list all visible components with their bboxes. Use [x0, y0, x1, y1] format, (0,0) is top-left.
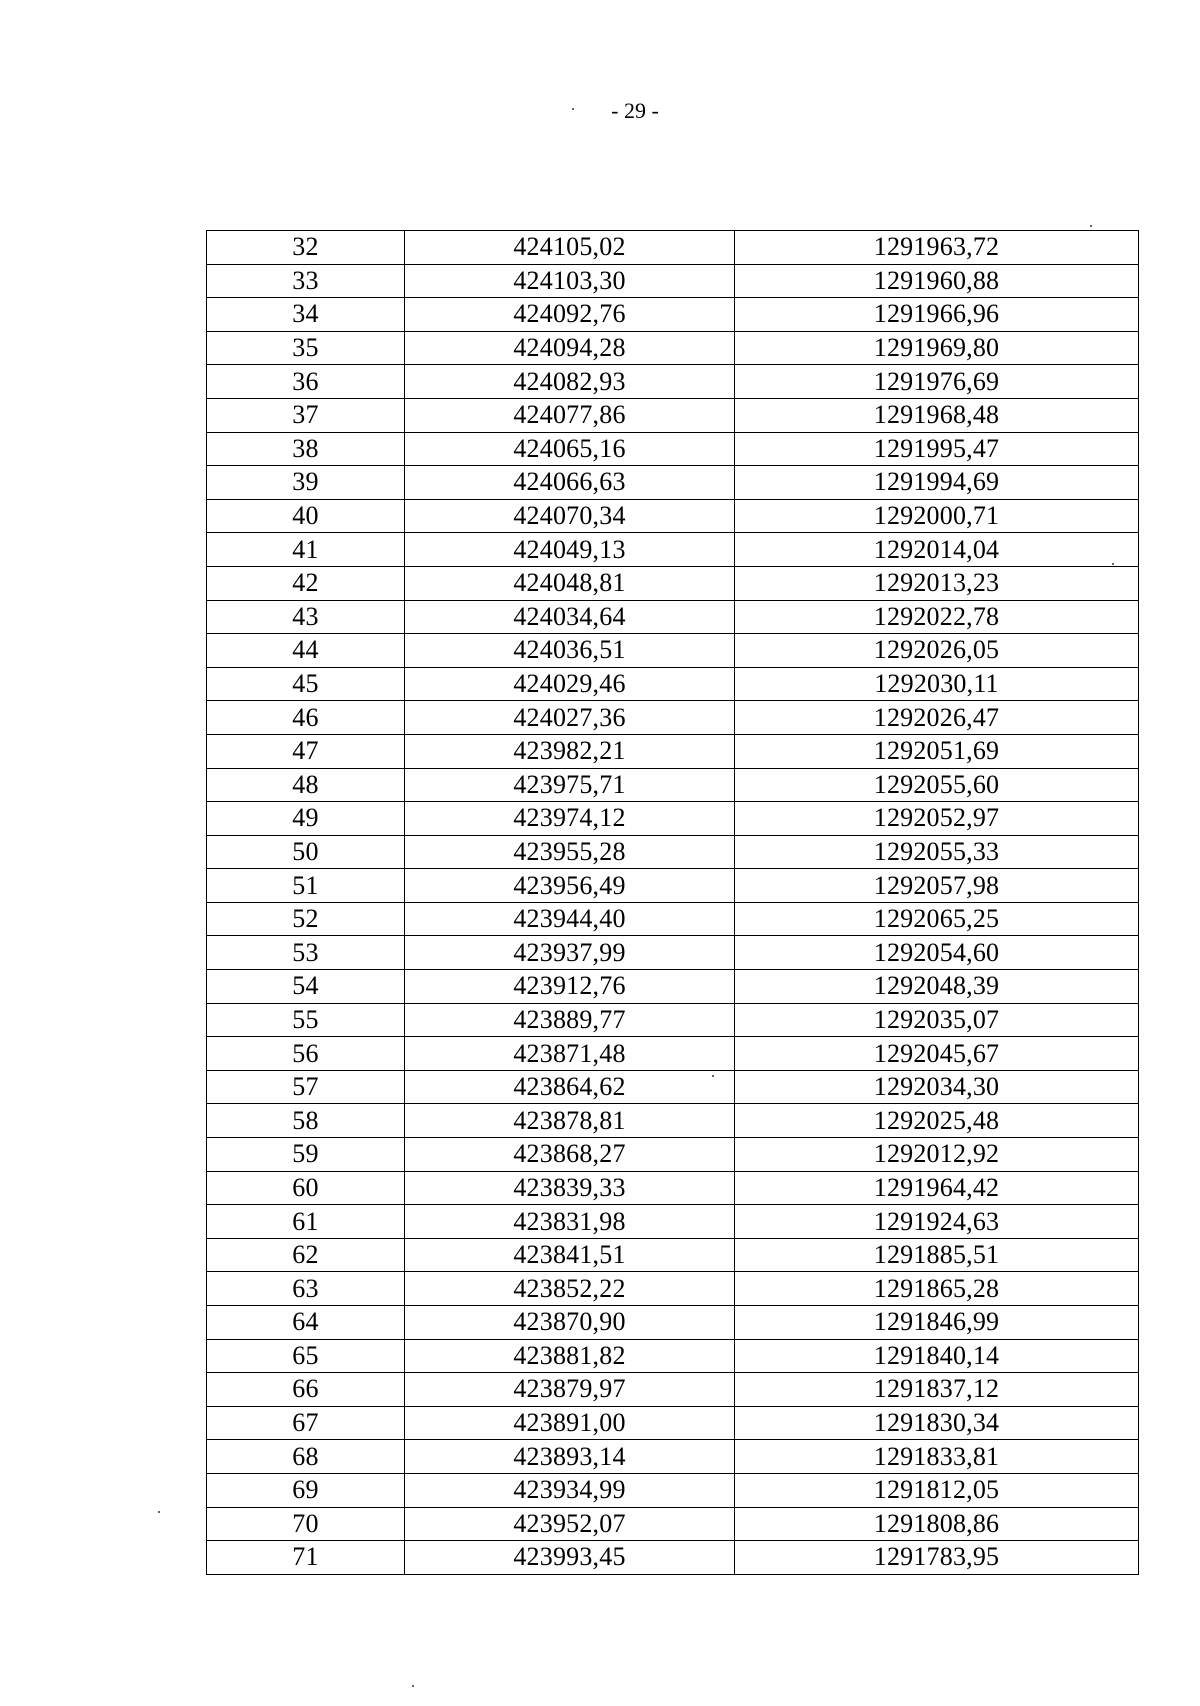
point-number-cell: 42 — [207, 566, 405, 600]
table-row — [207, 936, 1139, 970]
point-number-cell: 54 — [207, 970, 405, 1004]
y-coordinate-cell: 1292051,69 — [735, 734, 1139, 768]
x-coordinate-cell: 423852,22 — [405, 1272, 735, 1306]
x-coordinate-cell: 423937,99 — [405, 936, 735, 970]
table-row — [207, 1138, 1139, 1172]
table-row — [207, 1272, 1139, 1306]
x-coordinate-cell: 423839,33 — [405, 1171, 735, 1205]
x-coordinate-cell: 423889,77 — [405, 1003, 735, 1037]
point-number-cell: 38 — [207, 432, 405, 466]
point-number-cell: 65 — [207, 1339, 405, 1373]
y-coordinate-cell: 1291830,34 — [735, 1406, 1139, 1440]
y-coordinate-cell: 1291837,12 — [735, 1373, 1139, 1407]
x-coordinate-cell: 423891,00 — [405, 1406, 735, 1440]
page-number: - 29 - — [611, 98, 659, 123]
table-row — [207, 432, 1139, 466]
y-coordinate-cell: 1291812,05 — [735, 1473, 1139, 1507]
point-number-cell: 53 — [207, 936, 405, 970]
y-coordinate-cell: 1292055,60 — [735, 768, 1139, 802]
x-coordinate-cell: 423944,40 — [405, 902, 735, 936]
table-row — [207, 1306, 1139, 1340]
point-number-cell: 58 — [207, 1104, 405, 1138]
x-coordinate-cell: 423982,21 — [405, 734, 735, 768]
point-number-cell: 57 — [207, 1070, 405, 1104]
y-coordinate-cell: 1291966,96 — [735, 298, 1139, 332]
x-coordinate-cell: 424027,36 — [405, 701, 735, 735]
x-coordinate-cell: 424082,93 — [405, 365, 735, 399]
y-coordinate-cell: 1291995,47 — [735, 432, 1139, 466]
y-coordinate-cell: 1291865,28 — [735, 1272, 1139, 1306]
scan-speck — [158, 1511, 160, 1513]
y-coordinate-cell: 1292026,47 — [735, 701, 1139, 735]
point-number-cell: 45 — [207, 667, 405, 701]
table-row — [207, 1373, 1139, 1407]
table-row — [207, 600, 1139, 634]
y-coordinate-cell: 1292022,78 — [735, 600, 1139, 634]
point-number-cell: 43 — [207, 600, 405, 634]
y-coordinate-cell: 1291976,69 — [735, 365, 1139, 399]
x-coordinate-cell: 423879,97 — [405, 1373, 735, 1407]
table-row — [207, 768, 1139, 802]
y-coordinate-cell: 1291963,72 — [735, 231, 1139, 265]
point-number-cell: 48 — [207, 768, 405, 802]
x-coordinate-cell: 424066,63 — [405, 466, 735, 500]
y-coordinate-cell: 1291994,69 — [735, 466, 1139, 500]
table-row — [207, 869, 1139, 903]
point-number-cell: 61 — [207, 1205, 405, 1239]
y-coordinate-cell: 1291846,99 — [735, 1306, 1139, 1340]
y-coordinate-cell: 1291969,80 — [735, 331, 1139, 365]
x-coordinate-cell: 424077,86 — [405, 398, 735, 432]
scan-speck — [712, 1075, 714, 1077]
table-row — [207, 231, 1139, 265]
point-number-cell: 68 — [207, 1440, 405, 1474]
x-coordinate-cell: 423974,12 — [405, 802, 735, 836]
point-number-cell: 39 — [207, 466, 405, 500]
x-coordinate-cell: 423912,76 — [405, 970, 735, 1004]
point-number-cell: 44 — [207, 634, 405, 668]
y-coordinate-cell: 1291783,95 — [735, 1541, 1139, 1575]
y-coordinate-cell: 1291924,63 — [735, 1205, 1139, 1239]
x-coordinate-cell: 423975,71 — [405, 768, 735, 802]
table-row — [207, 533, 1139, 567]
x-coordinate-cell: 424105,02 — [405, 231, 735, 265]
y-coordinate-cell: 1292014,04 — [735, 533, 1139, 567]
table-row — [207, 398, 1139, 432]
table-row — [207, 634, 1139, 668]
x-coordinate-cell: 424029,46 — [405, 667, 735, 701]
point-number-cell: 40 — [207, 499, 405, 533]
y-coordinate-cell: 1292000,71 — [735, 499, 1139, 533]
table-row — [207, 701, 1139, 735]
x-coordinate-cell: 423893,14 — [405, 1440, 735, 1474]
table-row — [207, 667, 1139, 701]
x-coordinate-cell: 424036,51 — [405, 634, 735, 668]
point-number-cell: 47 — [207, 734, 405, 768]
coordinates-table-body — [207, 231, 1139, 1575]
x-coordinate-cell: 423831,98 — [405, 1205, 735, 1239]
y-coordinate-cell: 1291840,14 — [735, 1339, 1139, 1373]
x-coordinate-cell: 424092,76 — [405, 298, 735, 332]
point-number-cell: 52 — [207, 902, 405, 936]
table-row — [207, 264, 1139, 298]
table-row — [207, 298, 1139, 332]
y-coordinate-cell: 1292045,67 — [735, 1037, 1139, 1071]
y-coordinate-cell: 1292034,30 — [735, 1070, 1139, 1104]
x-coordinate-cell: 423955,28 — [405, 835, 735, 869]
y-coordinate-cell: 1292012,92 — [735, 1138, 1139, 1172]
x-coordinate-cell: 423871,48 — [405, 1037, 735, 1071]
x-coordinate-cell: 424070,34 — [405, 499, 735, 533]
point-number-cell: 41 — [207, 533, 405, 567]
table-row — [207, 1406, 1139, 1440]
x-coordinate-cell: 423881,82 — [405, 1339, 735, 1373]
scan-speck — [412, 1685, 414, 1687]
y-coordinate-cell: 1292013,23 — [735, 566, 1139, 600]
table-row — [207, 835, 1139, 869]
table-row — [207, 1507, 1139, 1541]
point-number-cell: 66 — [207, 1373, 405, 1407]
y-coordinate-cell: 1292055,33 — [735, 835, 1139, 869]
point-number-cell: 32 — [207, 231, 405, 265]
x-coordinate-cell: 424094,28 — [405, 331, 735, 365]
point-number-cell: 60 — [207, 1171, 405, 1205]
x-coordinate-cell: 423952,07 — [405, 1507, 735, 1541]
y-coordinate-cell: 1292025,48 — [735, 1104, 1139, 1138]
y-coordinate-cell: 1291808,86 — [735, 1507, 1139, 1541]
point-number-cell: 46 — [207, 701, 405, 735]
x-coordinate-cell: 423864,62 — [405, 1070, 735, 1104]
table-row — [207, 1104, 1139, 1138]
table-row — [207, 902, 1139, 936]
scan-speck — [572, 108, 574, 110]
y-coordinate-cell: 1291833,81 — [735, 1440, 1139, 1474]
table-row — [207, 365, 1139, 399]
x-coordinate-cell: 423868,27 — [405, 1138, 735, 1172]
point-number-cell: 37 — [207, 398, 405, 432]
y-coordinate-cell: 1292048,39 — [735, 970, 1139, 1004]
table-row — [207, 466, 1139, 500]
x-coordinate-cell: 424103,30 — [405, 264, 735, 298]
y-coordinate-cell: 1291885,51 — [735, 1238, 1139, 1272]
table-row — [207, 1473, 1139, 1507]
x-coordinate-cell: 423956,49 — [405, 869, 735, 903]
table-row — [207, 1541, 1139, 1575]
point-number-cell: 50 — [207, 835, 405, 869]
x-coordinate-cell: 424049,13 — [405, 533, 735, 567]
point-number-cell: 71 — [207, 1541, 405, 1575]
table-row — [207, 499, 1139, 533]
table-row — [207, 1037, 1139, 1071]
table-row — [207, 1238, 1139, 1272]
y-coordinate-cell: 1291964,42 — [735, 1171, 1139, 1205]
scan-speck — [1112, 563, 1114, 565]
point-number-cell: 33 — [207, 264, 405, 298]
point-number-cell: 34 — [207, 298, 405, 332]
table-row — [207, 1440, 1139, 1474]
y-coordinate-cell: 1291960,88 — [735, 264, 1139, 298]
y-coordinate-cell: 1291968,48 — [735, 398, 1139, 432]
table-row — [207, 802, 1139, 836]
table-row — [207, 1205, 1139, 1239]
x-coordinate-cell: 423878,81 — [405, 1104, 735, 1138]
point-number-cell: 35 — [207, 331, 405, 365]
y-coordinate-cell: 1292065,25 — [735, 902, 1139, 936]
y-coordinate-cell: 1292030,11 — [735, 667, 1139, 701]
table-row — [207, 1171, 1139, 1205]
table-row — [207, 1339, 1139, 1373]
point-number-cell: 67 — [207, 1406, 405, 1440]
table-row — [207, 734, 1139, 768]
y-coordinate-cell: 1292026,05 — [735, 634, 1139, 668]
x-coordinate-cell: 423870,90 — [405, 1306, 735, 1340]
y-coordinate-cell: 1292054,60 — [735, 936, 1139, 970]
coordinates-table — [206, 230, 1139, 1575]
x-coordinate-cell: 424034,64 — [405, 600, 735, 634]
point-number-cell: 49 — [207, 802, 405, 836]
point-number-cell: 36 — [207, 365, 405, 399]
table-row — [207, 566, 1139, 600]
y-coordinate-cell: 1292052,97 — [735, 802, 1139, 836]
table-row — [207, 331, 1139, 365]
point-number-cell: 62 — [207, 1238, 405, 1272]
x-coordinate-cell: 423993,45 — [405, 1541, 735, 1575]
point-number-cell: 69 — [207, 1473, 405, 1507]
x-coordinate-cell: 423841,51 — [405, 1238, 735, 1272]
point-number-cell: 55 — [207, 1003, 405, 1037]
point-number-cell: 51 — [207, 869, 405, 903]
table-row — [207, 1003, 1139, 1037]
y-coordinate-cell: 1292057,98 — [735, 869, 1139, 903]
point-number-cell: 64 — [207, 1306, 405, 1340]
scan-speck — [1090, 225, 1092, 227]
point-number-cell: 59 — [207, 1138, 405, 1172]
x-coordinate-cell: 424048,81 — [405, 566, 735, 600]
y-coordinate-cell: 1292035,07 — [735, 1003, 1139, 1037]
table-row — [207, 1070, 1139, 1104]
point-number-cell: 70 — [207, 1507, 405, 1541]
x-coordinate-cell: 424065,16 — [405, 432, 735, 466]
x-coordinate-cell: 423934,99 — [405, 1473, 735, 1507]
point-number-cell: 56 — [207, 1037, 405, 1071]
table-row — [207, 970, 1139, 1004]
point-number-cell: 63 — [207, 1272, 405, 1306]
